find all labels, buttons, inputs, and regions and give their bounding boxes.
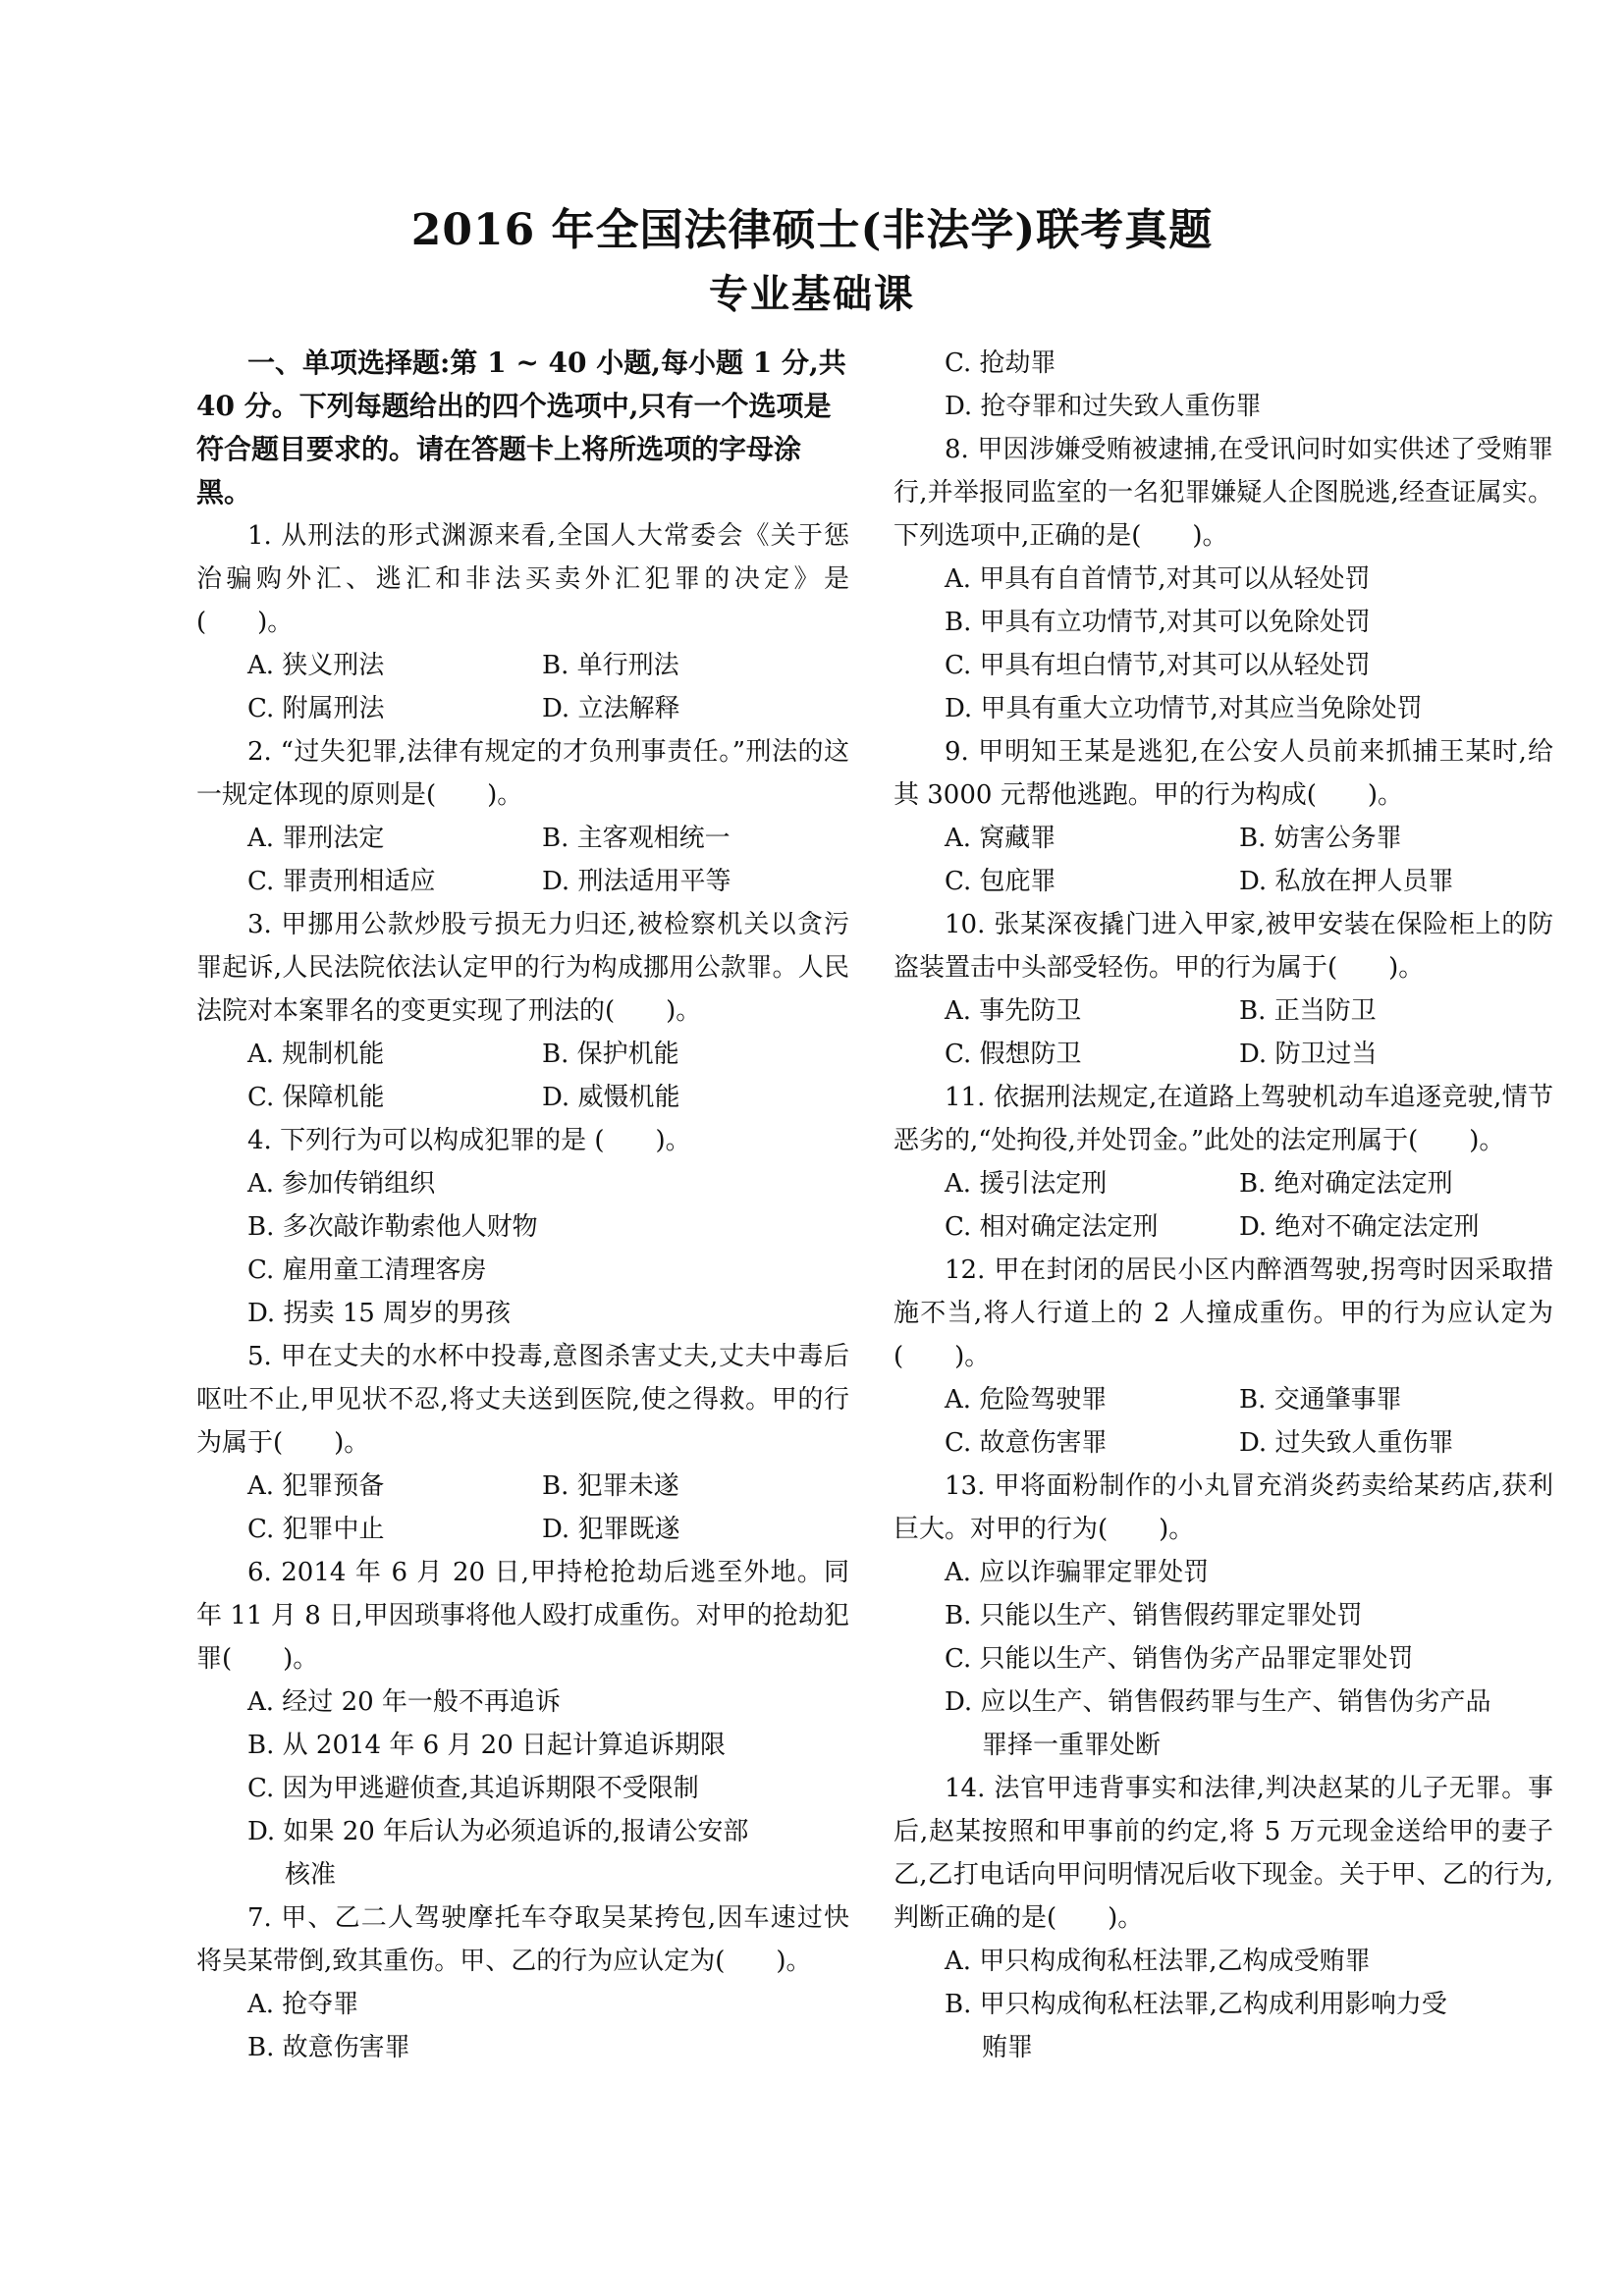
page-subtitle: 专业基础课 (709, 271, 915, 317)
option: B. 从 2014 年 6 月 20 日起计算追诉期限 (247, 1731, 727, 1760)
option: C. 故意伤害罪 (945, 1428, 1108, 1458)
question-5-options (196, 1508, 849, 1551)
question-8-stem: 8. 甲因涉嫌受贿被逮捕,在受讯问时如实供述了受贿罪行,并举报同监室的一名犯罪嫌疑人企图脱逃,经查证属实。下列选项中,正确的是( )。 (893, 435, 1553, 551)
option: C. 包庇罪 (945, 867, 1056, 896)
option: B. 故意伤害罪 (247, 2033, 410, 2062)
option: D. 拐卖 15 周岁的男孩 (247, 1299, 512, 1328)
option-continuation: 罪择一重罪处断 (982, 1731, 1162, 1760)
option: B. 绝对确定法定刑 (1239, 1169, 1453, 1199)
question-9-options (893, 817, 1553, 860)
question-11-options (893, 1205, 1553, 1249)
option: A. 狭义刑法 (247, 651, 385, 680)
question-10-options (893, 1033, 1553, 1076)
question-6-stem: 6. 2014 年 6 月 20 日,甲持枪抢劫后逃至外地。同年 11 月 8 日,甲因琐事将他人殴打成重伤。对甲的抢劫犯罪( )。 (196, 1558, 849, 1674)
option: C. 罪责刑相适应 (247, 867, 436, 896)
option: D. 威慑机能 (542, 1083, 680, 1112)
question-9-stem: 9. 甲明知王某是逃犯,在公安人员前来抓捕王某时,给其 3000 元帮他逃跑。甲的行为构成( )。 (893, 737, 1553, 810)
question-14-stem: 14. 法官甲违背事实和法律,判决赵某的儿子无罪。事后,赵某按照和甲事前的约定,将 5 万元现金送给甲的妻子乙,乙打电话向甲问明情况后收下现金。关于甲、乙的行为,判断正确的是( )。 (893, 1774, 1553, 1933)
option: B. 妨害公务罪 (1239, 824, 1402, 853)
option: C. 因为甲逃避侦查,其追诉期限不受限制 (247, 1774, 699, 1803)
option: A. 应以诈骗罪定罪处罚 (945, 1558, 1210, 1587)
option: A. 甲只构成徇私枉法罪,乙构成受贿罪 (945, 1947, 1371, 1976)
question-7-stem: 7. 甲、乙二人驾驶摩托车夺取吴某挎包,因车速过快将吴某带倒,致其重伤。甲、乙的行为应认定为( )。 (196, 1903, 849, 1976)
question-1-options (196, 644, 849, 687)
question-1-stem: 1. 从刑法的形式渊源来看,全国人大常委会《关于惩治骗购外汇、逃汇和非法买卖外汇犯罪的决定》是( )。 (196, 521, 849, 637)
option: B. 甲具有立功情节,对其可以免除处罚 (945, 608, 1371, 637)
option: C. 雇用童工清理客房 (247, 1255, 487, 1285)
option: C. 附属刑法 (247, 694, 385, 723)
question-2-stem: 2. “过失犯罪,法律有规定的才负刑事责任。”刑法的这一规定体现的原则是( )。 (196, 737, 849, 810)
option: B. 主客观相统一 (542, 824, 731, 853)
option: A. 规制机能 (247, 1040, 385, 1069)
section-heading: 一、单项选择题:第 1 ~ 40 小题,每小题 1 分,共 40 分。下列每题给出的四个选项中,只有一个选项是符合题目要求的。请在答题卡上将所选项的字母涂黑。 (196, 347, 846, 508)
option: B. 保护机能 (542, 1040, 679, 1069)
option: A. 危险驾驶罪 (945, 1385, 1108, 1415)
option: A. 犯罪预备 (247, 1471, 385, 1501)
option: C. 犯罪中止 (247, 1515, 385, 1544)
option: C. 假想防卫 (945, 1040, 1082, 1069)
option-text: D. 如果 20 年后认为必须追诉的,报请公安部 (247, 1817, 749, 1846)
left-column (196, 342, 849, 2069)
option-continuation: 贿罪 (982, 2033, 1034, 2062)
question-3-options (196, 1033, 849, 1076)
option: D. 刑法适用平等 (542, 867, 731, 896)
option: A. 援引法定刑 (945, 1169, 1108, 1199)
question-11-stem: 11. 依据刑法规定,在道路上驾驶机动车追逐竞驶,情节恶劣的,“处拘役,并处罚金。”此处的法定刑属于( )。 (893, 1083, 1553, 1155)
page-title: 2016 年全国法律硕士(非法学)联考真题 (410, 205, 1214, 255)
option: B. 交通肇事罪 (1239, 1385, 1402, 1415)
option: C. 保障机能 (247, 1083, 385, 1112)
option: C. 相对确定法定刑 (945, 1212, 1159, 1242)
question-1-options (196, 687, 849, 730)
option: D. 私放在押人员罪 (1239, 867, 1454, 896)
option: A. 窝藏罪 (945, 824, 1056, 853)
option (196, 1810, 849, 1896)
option: A. 参加传销组织 (247, 1169, 436, 1199)
option (893, 1983, 1553, 2069)
option: D. 过失致人重伤罪 (1239, 1428, 1454, 1458)
question-12-stem: 12. 甲在封闭的居民小区内醉酒驾驶,拐弯时因采取措施不当,将人行道上的 2 人撞成重伤。甲的行为应认定为( )。 (893, 1255, 1553, 1371)
question-4-stem: 4. 下列行为可以构成犯罪的是 ( )。 (247, 1126, 691, 1155)
option: D. 犯罪既遂 (542, 1515, 680, 1544)
option: C. 只能以生产、销售伪劣产品罪定罪处罚 (945, 1644, 1414, 1674)
option: A. 经过 20 年一般不再追诉 (247, 1687, 561, 1717)
option: A. 甲具有自首情节,对其可以从轻处罚 (945, 564, 1371, 594)
option: D. 甲具有重大立功情节,对其应当免除处罚 (945, 694, 1423, 723)
question-3-stem: 3. 甲挪用公款炒股亏损无力归还,被检察机关以贪污罪起诉,人民法院依法认定甲的行为构成挪用公款罪。人民法院对本案罪名的变更实现了刑法的( )。 (196, 910, 849, 1026)
question-3-options (196, 1076, 849, 1119)
option-continuation: 核准 (285, 1860, 337, 1890)
question-12-options (893, 1421, 1553, 1465)
question-10-stem: 10. 张某深夜撬门进入甲家,被甲安装在保险柜上的防盗装置击中头部受轻伤。甲的行为属于( )。 (893, 910, 1553, 983)
question-13-stem: 13. 甲将面粉制作的小丸冒充消炎药卖给某药店,获利巨大。对甲的行为( )。 (893, 1471, 1553, 1544)
option: A. 事先防卫 (945, 996, 1082, 1026)
option: C. 甲具有坦白情节,对其可以从轻处罚 (945, 651, 1371, 680)
question-12-options (893, 1378, 1553, 1421)
option: B. 单行刑法 (542, 651, 679, 680)
option-text: B. 甲只构成徇私枉法罪,乙构成利用影响力受 (945, 1990, 1447, 2019)
option: D. 抢夺罪和过失致人重伤罪 (945, 392, 1262, 421)
option: D. 绝对不确定法定刑 (1239, 1212, 1480, 1242)
question-10-options (893, 989, 1553, 1033)
option: D. 立法解释 (542, 694, 680, 723)
question-9-options (893, 860, 1553, 903)
option: C. 抢劫罪 (945, 348, 1056, 378)
option: B. 正当防卫 (1239, 996, 1377, 1026)
option: B. 多次敲诈勒索他人财物 (247, 1212, 538, 1242)
question-5-stem: 5. 甲在丈夫的水杯中投毒,意图杀害丈夫,丈夫中毒后呕吐不止,甲见状不忍,将丈夫送到医院,使之得救。甲的行为属于( )。 (196, 1342, 849, 1458)
option (893, 1681, 1553, 1767)
question-2-options (196, 817, 849, 860)
option: A. 抢夺罪 (247, 1990, 359, 2019)
question-2-options (196, 860, 849, 903)
option: B. 犯罪未遂 (542, 1471, 679, 1501)
question-11-options (893, 1162, 1553, 1205)
option-text: D. 应以生产、销售假药罪与生产、销售伪劣产品 (945, 1687, 1491, 1717)
question-5-options (196, 1465, 849, 1508)
option: D. 防卫过当 (1239, 1040, 1378, 1069)
right-column (893, 342, 1553, 2069)
option: B. 只能以生产、销售假药罪定罪处罚 (945, 1601, 1363, 1630)
option: A. 罪刑法定 (247, 824, 385, 853)
